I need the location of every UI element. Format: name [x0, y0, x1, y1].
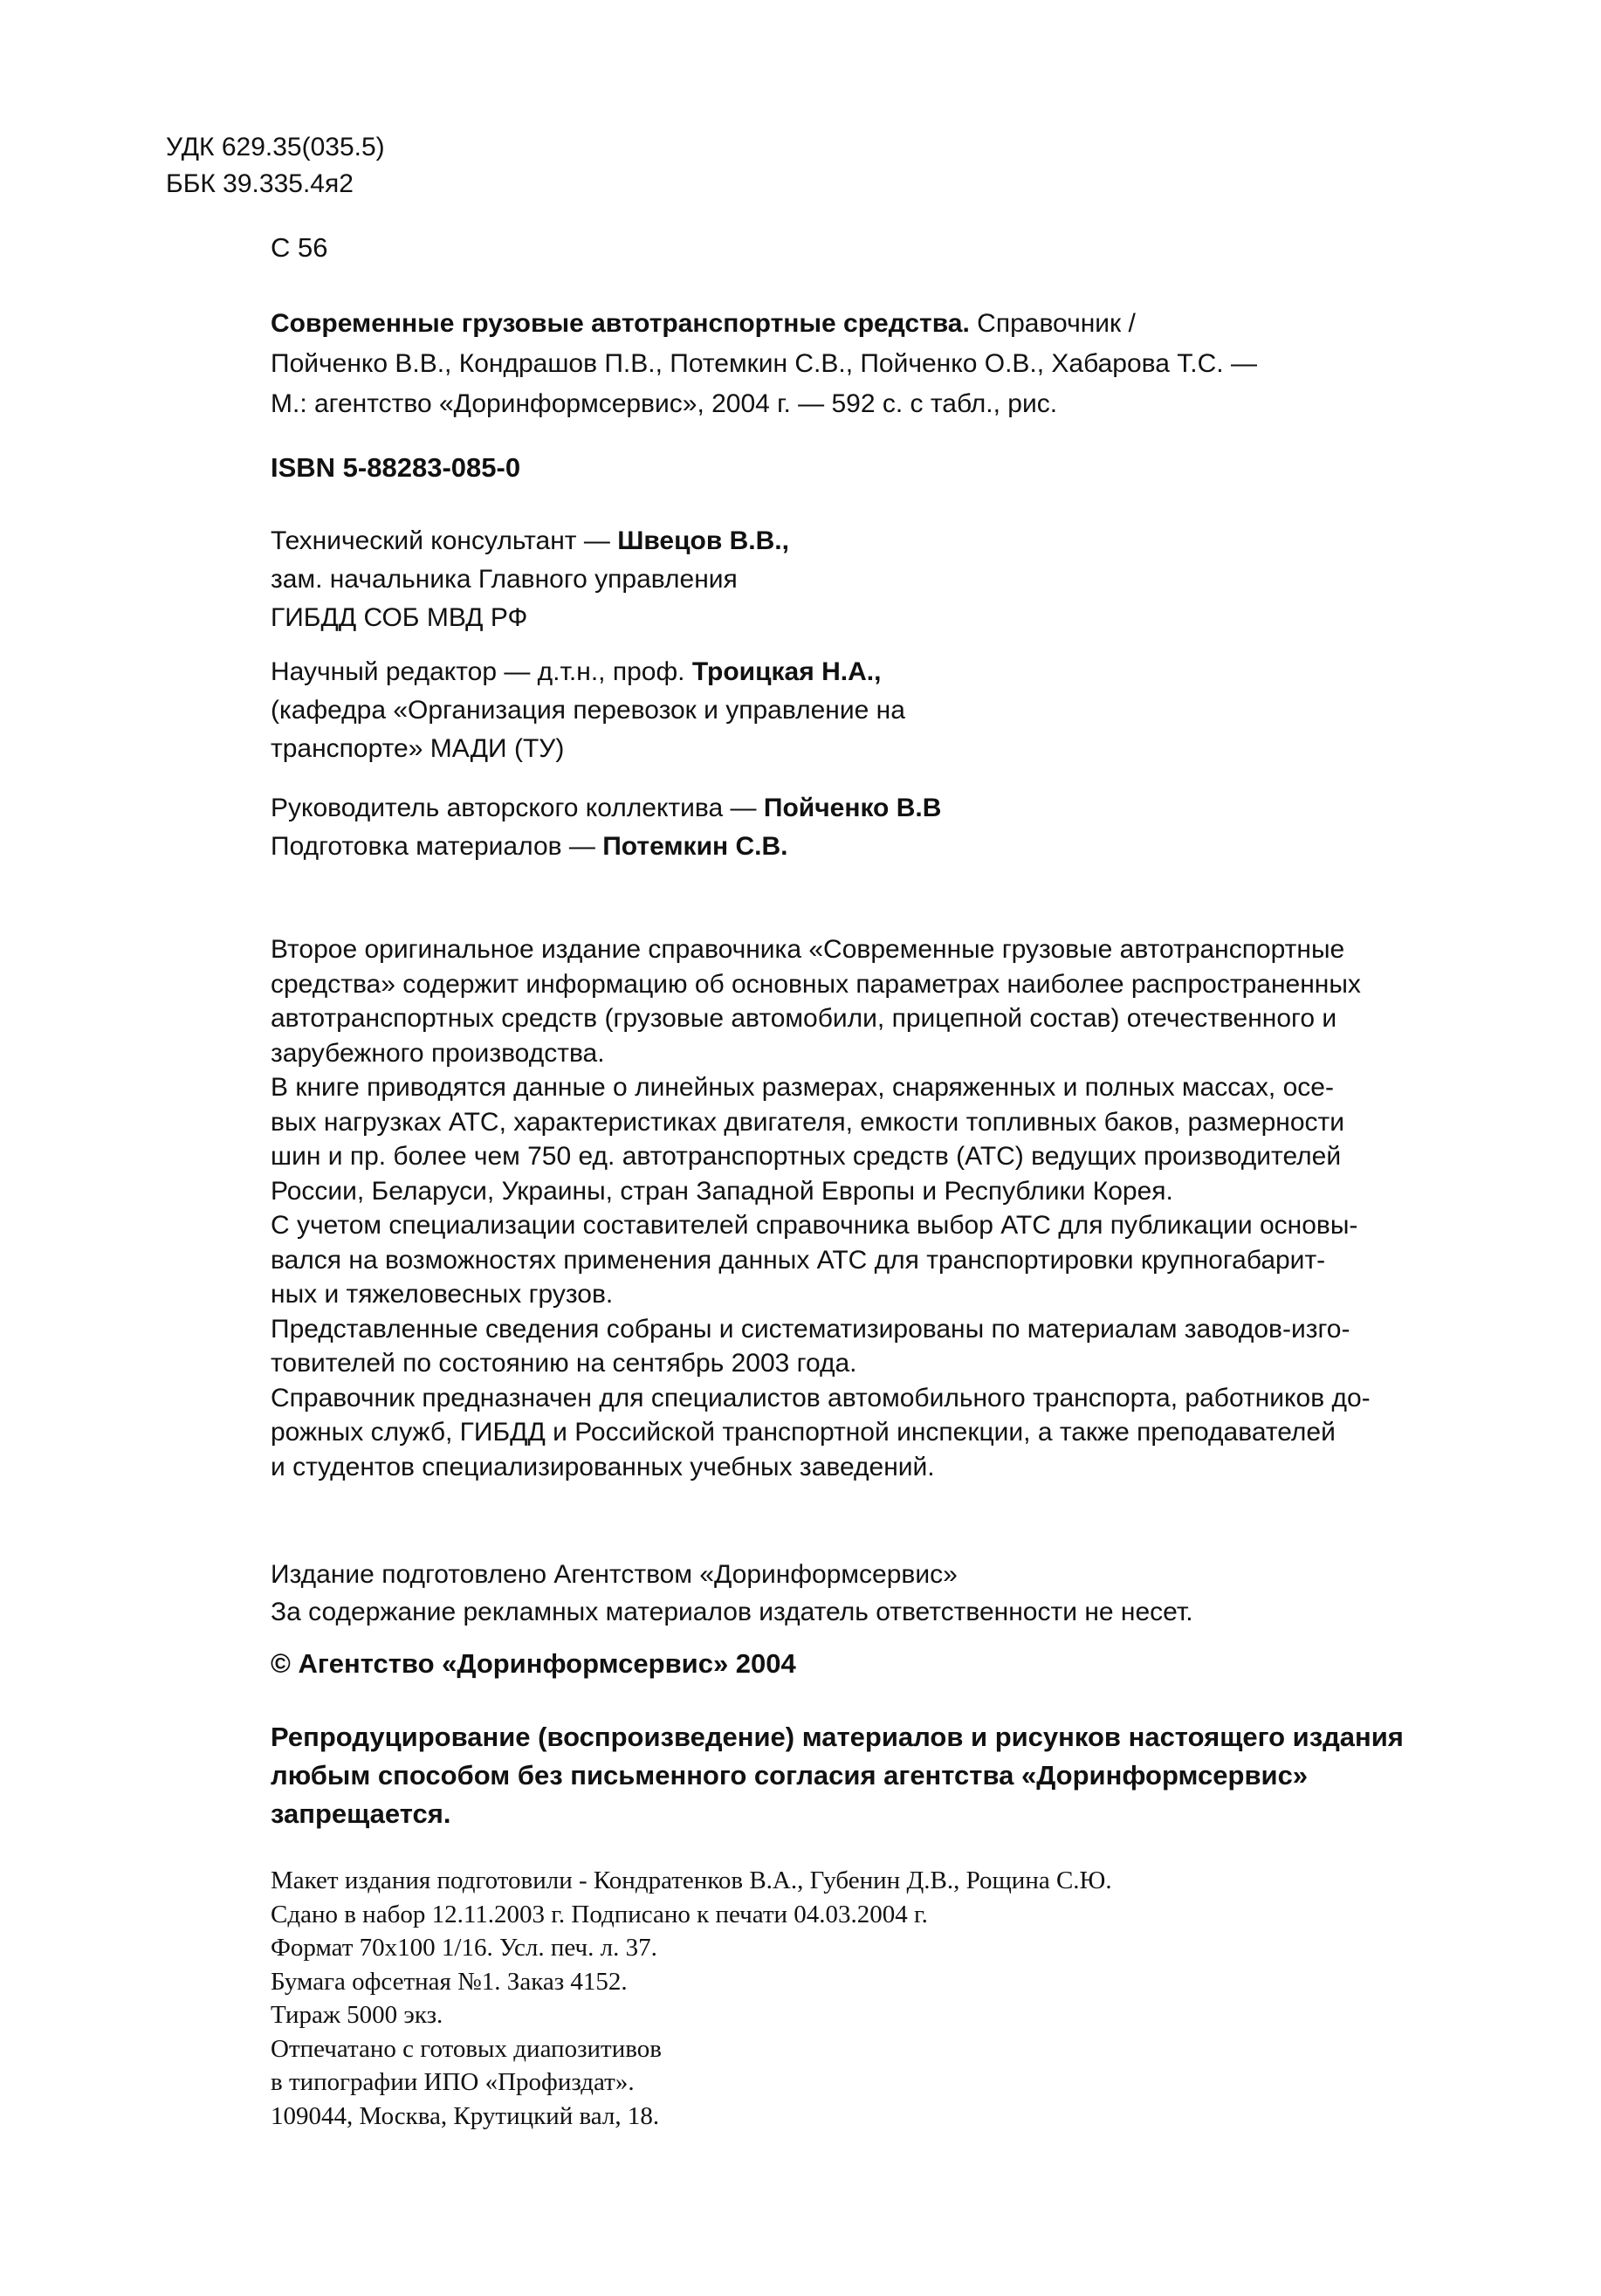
book-subtitle: Справочник /: [969, 309, 1136, 338]
publisher-notes: [271, 1556, 1193, 1631]
prepared-by-note: Издание подготовлено Агентством «Доринформсервис»: [271, 1560, 958, 1589]
team-lead-line: [271, 789, 941, 828]
annotation-line: зарубежного производства.: [271, 1038, 605, 1068]
annotation-line: ных и тяжеловесных грузов.: [271, 1280, 614, 1309]
consultant-organization: ГИБДД СОБ МВД РФ: [271, 603, 528, 632]
imprint-line: Отпечатано с готовых диапозитивов: [271, 2034, 662, 2063]
editor-department: (кафедра «Организация перевозок и управление на: [271, 696, 905, 725]
editor-role: Научный редактор — д.т.н., проф.: [271, 657, 692, 686]
annotation-line: шин и пр. более чем 750 ед. автотранспортных средств (АТС) ведущих производителей: [271, 1142, 1342, 1171]
editor-name: Троицкая Н.А.,: [691, 657, 882, 686]
materials-prep-name: Потемкин С.В.: [602, 832, 788, 861]
editor-university: транспорте» МАДИ (ТУ): [271, 734, 565, 763]
publication-line: М.: агентство «Доринформсервис», 2004 г. — 592 с. с табл., рис.: [271, 389, 1058, 418]
editor-line: [271, 653, 905, 691]
annotation-line: России, Беларуси, Украины, стран Западной Европы и Республики Корея.: [271, 1176, 1173, 1206]
imprint-line: в типографии ИПО «Профиздат».: [271, 2068, 635, 2096]
team-lead-role: Руководитель авторского коллектива —: [271, 794, 764, 822]
authors-line: Пойченко В.В., Кондрашов П.В., Потемкин С.В., Пойченко О.В., Хабарова Т.С. —: [271, 349, 1257, 378]
bibliographic-description: [271, 304, 1257, 424]
annotation-line: товителей по состоянию на сентябрь 2003 года.: [271, 1349, 857, 1378]
udk-code: УДК 629.35(035.5): [166, 133, 385, 162]
reproduction-line: Репродуцирование (воспроизведение) материалов и рисунков настоящего издания: [271, 1722, 1404, 1752]
reproduction-line: запрещается.: [271, 1798, 451, 1829]
consultant-line: [271, 522, 789, 560]
annotation-line: вался на возможностях применения данных АТС для транспортировки крупногабарит-: [271, 1245, 1326, 1275]
annotation-line: Справочник предназначен для специалистов автомобильного транспорта, работников до-: [271, 1383, 1371, 1413]
imprint-line: Тираж 5000 экз.: [271, 2001, 443, 2029]
title-line: [271, 304, 1257, 344]
annotation-line: С учетом специализации составителей справочника выбор АТС для публикации основы-: [271, 1211, 1358, 1240]
materials-prep-role: Подготовка материалов —: [271, 832, 603, 861]
consultant-role: Технический консультант —: [271, 526, 618, 555]
classification-block: [166, 129, 385, 203]
technical-consultant-block: [271, 522, 789, 637]
imprint-line: Формат 70x100 1/16. Усл. печ. л. 37.: [271, 1934, 657, 1962]
imprint-line: Макет издания подготовили - Кондратенков В.А., Губенин Д.В., Рощина С.Ю.: [271, 1866, 1112, 1894]
consultant-name: Швецов В.В.,: [617, 526, 789, 555]
annotation-paragraph: [271, 932, 1371, 1484]
annotation-line: рожных служб, ГИБДД и Российской транспортной инспекции, а также преподавателей: [271, 1418, 1336, 1447]
imprint-line: Бумага офсетная №1. Заказ 4152.: [271, 1967, 628, 1996]
reproduction-notice: [271, 1718, 1404, 1833]
imprint-line: 109044, Москва, Крутицкий вал, 18.: [271, 2101, 660, 2130]
author-mark: С 56: [271, 232, 328, 263]
author-team-block: [271, 789, 941, 866]
annotation-line: средства» содержит информацию об основных параметрах наиболее распространенных: [271, 969, 1361, 999]
bbk-code: ББК 39.335.4я2: [166, 169, 354, 198]
imprint-line: Сдано в набор 12.11.2003 г. Подписано к печати 04.03.2004 г.: [271, 1900, 928, 1928]
ads-disclaimer-note: За содержание рекламных материалов издатель ответственности не несет.: [271, 1598, 1193, 1626]
consultant-position: зам. начальника Главного управления: [271, 565, 738, 594]
team-lead-name: Пойченко В.В: [763, 794, 942, 822]
annotation-line: вых нагрузках АТС, характеристиках двигателя, емкости топливных баков, размерности: [271, 1107, 1345, 1137]
reproduction-line: любым способом без письменного согласия агентства «Доринформсервис»: [271, 1760, 1309, 1791]
annotation-line: В книге приводятся данные о линейных размерах, снаряженных и полных массах, осе-: [271, 1073, 1334, 1102]
materials-prep-line: [271, 828, 941, 866]
annotation-line: Второе оригинальное издание справочника «Современные грузовые автотранспортные: [271, 935, 1345, 964]
annotation-line: и студентов специализированных учебных заведений.: [271, 1452, 935, 1481]
isbn: ISBN 5-88283-085-0: [271, 452, 521, 483]
annotation-line: Представленные сведения собраны и систематизированы по материалам заводов-изго-: [271, 1314, 1350, 1344]
book-title: Современные грузовые автотранспортные средства.: [271, 309, 970, 338]
scientific-editor-block: [271, 653, 905, 768]
copyright-notice: © Агентство «Доринформсервис» 2004: [271, 1648, 796, 1679]
annotation-line: автотранспортных средств (грузовые автомобили, прицепной состав) отечественного и: [271, 1004, 1337, 1033]
print-imprint: [271, 1864, 1112, 2133]
